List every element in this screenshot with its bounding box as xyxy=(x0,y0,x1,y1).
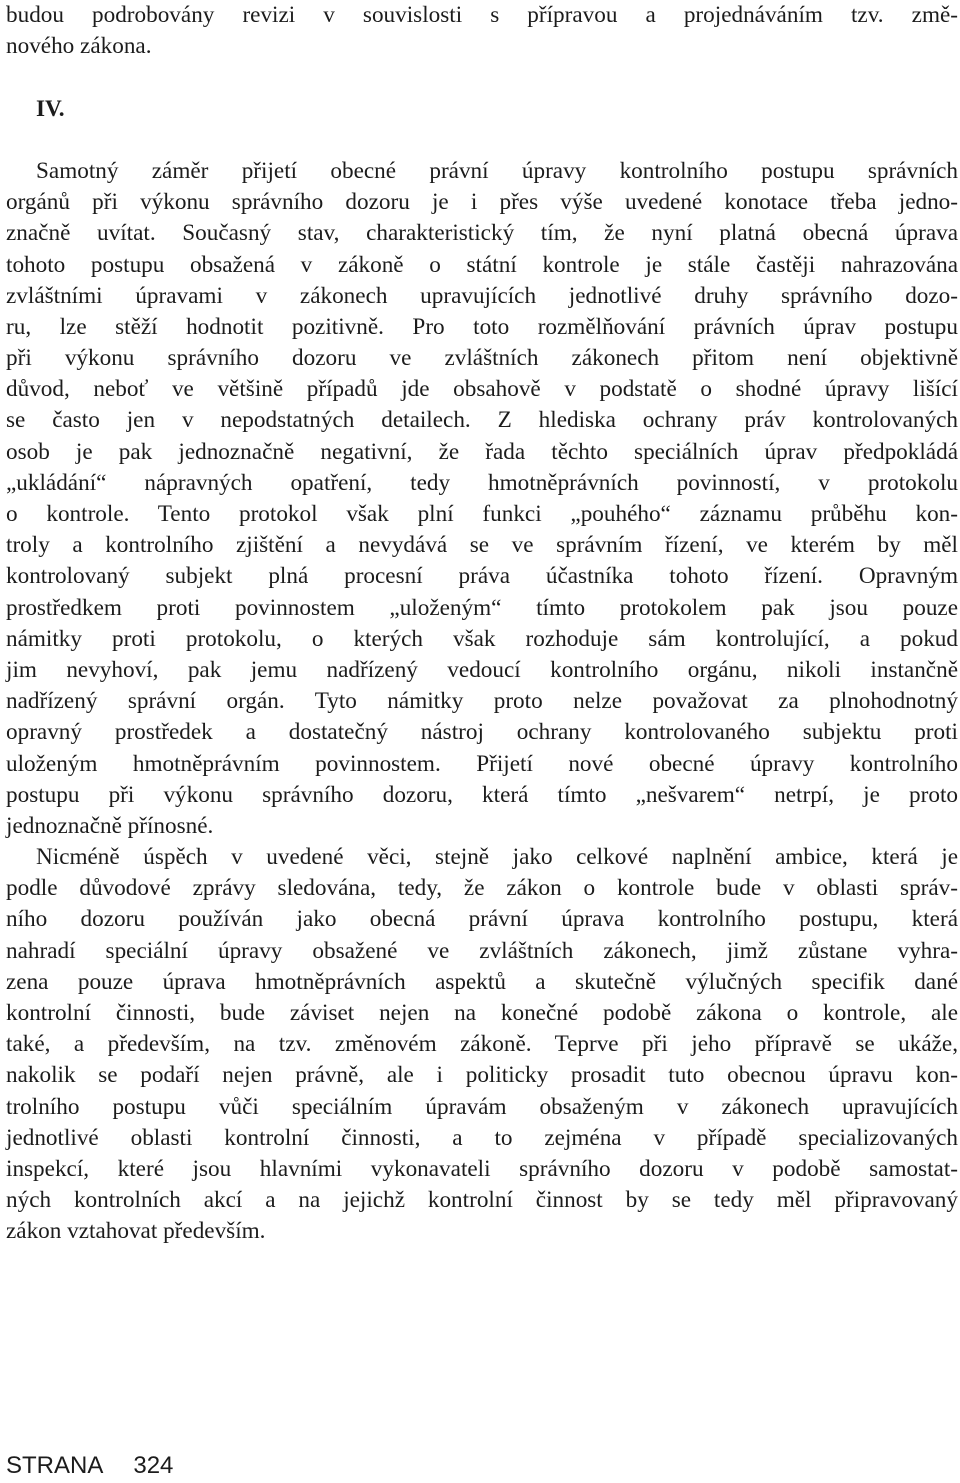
text-line: také, a především, na tzv. změnovém zákoně. Teprve při jeho přípravě se ukáže, xyxy=(6,1031,958,1058)
text-line: kontrolovaný subjekt plná procesní práva účastníka tohoto řízení. Opravným xyxy=(6,563,958,590)
text-line: „ukládání“ nápravných opatření, tedy hmotněprávních povinností, v protokolu xyxy=(6,469,958,496)
text-line: značně uvítat. Současný stav, charakteristický tím, že nyní platná obecná úprava xyxy=(6,220,958,247)
text-line: Nicméně úspěch v uvedené věci, stejně jako celkové naplnění ambice, která je xyxy=(36,844,958,871)
text-line: ního dozoru používán jako obecná právní úprava kontrolního postupu, která xyxy=(6,906,958,933)
document-page xyxy=(6,0,958,1248)
text-line: postupu při výkonu správního dozoru, která tímto „nešvarem“ netrpí, je proto xyxy=(6,781,958,808)
text-line: zena pouze úprava hmotněprávních aspektů a skutečně výlučných specifik dané xyxy=(6,968,958,995)
text-line: podle důvodové zprávy sledována, tedy, že zákon o kontrole bude v oblasti správ- xyxy=(6,875,958,902)
text-line: jim nevyhoví, pak jemu nadřízený vedoucí kontrolního orgánu, nikoli instančně xyxy=(6,656,958,683)
section-heading: IV. xyxy=(36,95,65,122)
text-line: opravný prostředek a dostatečný nástroj ochrany kontrolovaného subjektu proti xyxy=(6,719,958,746)
text-line: kontrolní činnosti, bude záviset nejen na konečné podobě zákona o kontrole, ale xyxy=(6,1000,958,1026)
text-line: nového zákona. xyxy=(6,33,152,60)
text-line: osob je pak jednoznačně negativní, že řada těchto speciálních úprav předpokládá xyxy=(6,438,958,465)
text-line: prostředkem proti povinnostem „uloženým“ tímto protokolem pak jsou pouze xyxy=(6,594,958,621)
page-footer xyxy=(6,1452,173,1480)
text-line: nahradí speciální úpravy obsažené ve zvláštních zákonech, jimž zůstane vyhra- xyxy=(6,937,958,964)
footer-label: STRANA xyxy=(6,1452,104,1479)
paragraph-2 xyxy=(6,842,958,1247)
text-line: o kontrole. Tento protokol však plní funkci „pouhého“ záznamu průběhu kon- xyxy=(6,501,958,527)
text-line: zákon vztahovat především. xyxy=(6,1218,266,1245)
text-line: jednotlivé oblasti kontrolní činnosti, a to zejména v případě specializovaných xyxy=(6,1124,958,1151)
text-line: orgánů při výkonu správního dozoru je i přes výše uvedené konotace třeba jedno- xyxy=(6,189,958,216)
text-line: nakolik se podaří nejen právně, ale i politicky prosadit tuto obecnou úpravu kon- xyxy=(6,1062,958,1089)
text-line: tohoto postupu obsažená v zákoně o státní kontrole je stále častěji nahrazována xyxy=(6,251,958,278)
text-line: zvláštními úpravami v zákonech upravujících jednotlivé druhy správního dozo- xyxy=(6,282,958,309)
text-line: ných kontrolních akcí a na jejichž kontrolní činnost by se tedy měl připravovaný xyxy=(6,1187,958,1214)
intro-paragraph xyxy=(6,0,958,62)
text-line: trolního postupu vůči speciálním úpravám obsaženým v zákonech upravujících xyxy=(6,1093,958,1120)
text-line: jednoznačně přínosné. xyxy=(6,812,214,839)
text-line: důvod, neboť ve většině případů jde obsahově v podstatě o shodné úpravy lišící xyxy=(6,376,958,403)
paragraph-1 xyxy=(6,156,958,842)
page-number: 324 xyxy=(133,1452,174,1479)
text-line: budou podrobovány revizi v souvislosti s přípravou a projednáváním tzv. změ- xyxy=(6,2,958,28)
text-line: se často jen v nepodstatných detailech. Z hlediska ochrany práv kontrolovaných xyxy=(6,407,958,434)
paragraph-spacer xyxy=(6,62,958,93)
text-line: námitky proti protokolu, o kterých však rozhoduje sám kontrolující, a pokud xyxy=(6,625,958,652)
text-line: uloženým hmotněprávním povinnostem. Přijetí nové obecné úpravy kontrolního xyxy=(6,750,958,777)
paragraph-spacer xyxy=(6,125,958,156)
text-line: troly a kontrolního zjištění a nevydává se ve správním řízení, ve kterém by měl xyxy=(6,532,958,559)
text-line: ru, lze stěží hodnotit pozitivně. Pro toto rozmělňování právních úprav postupu xyxy=(6,313,958,340)
text-line: při výkonu správního dozoru ve zvláštních zákonech přitom není objektivně xyxy=(6,345,958,372)
text-line: Samotný záměr přijetí obecné právní úpravy kontrolního postupu správních xyxy=(36,157,958,184)
text-line: nadřízený správní orgán. Tyto námitky proto nelze považovat za plnohodnotný xyxy=(6,688,958,715)
text-line: inspekcí, které jsou hlavními vykonavateli správního dozoru v podobě samostat- xyxy=(6,1155,958,1182)
